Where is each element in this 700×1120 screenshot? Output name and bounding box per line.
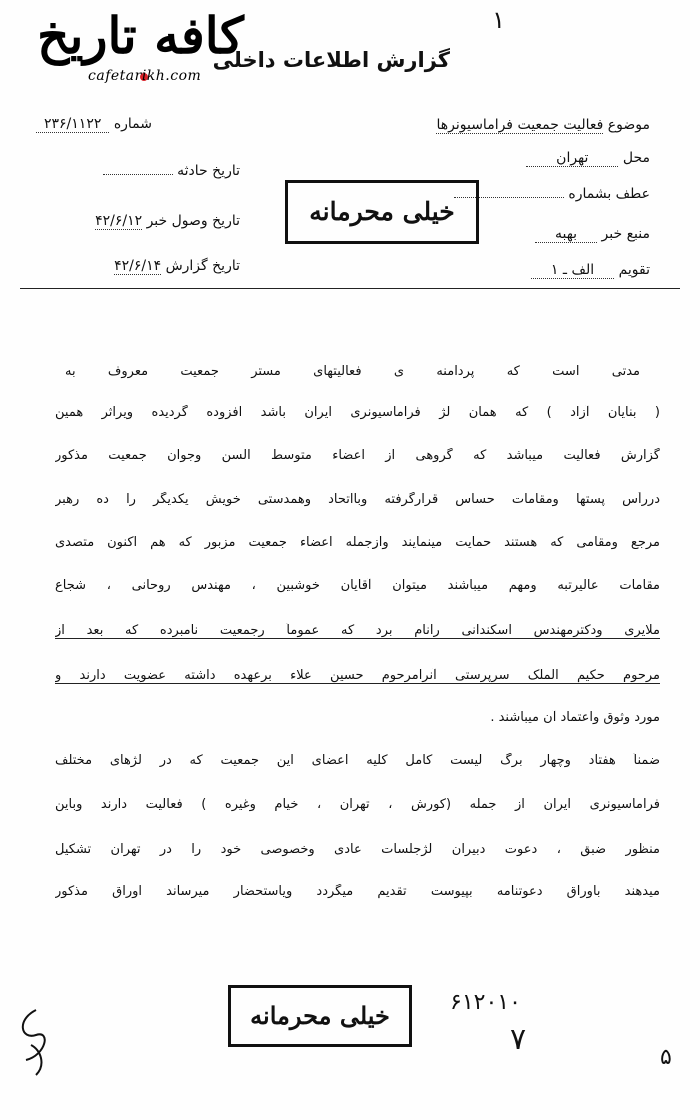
header-divider (20, 288, 680, 289)
field-label: عطف بشماره (568, 186, 650, 202)
body-line-6: مقامات عالیرتبه ومهم میباشند میتوان آقایان خوشبین ، مهندس روحانی ، شجاع (55, 578, 660, 593)
margin-signature-scribble (6, 1000, 56, 1080)
right-field-subject (420, 117, 650, 134)
left-field-receipt-date (50, 213, 240, 230)
body-line-9: مورد وثوق واعتماد آن میباشند . (490, 710, 660, 725)
logo-url: cafetarikh.com (88, 68, 202, 84)
handwritten-number: ۶۱۲۰۱۰ (450, 990, 521, 1015)
field-value: تهران (526, 150, 618, 167)
number-field (36, 116, 152, 133)
right-field-calendar (420, 262, 650, 279)
left-field-report-date (50, 258, 240, 275)
bottom-confidential-stamp: خیلی محرمانه (228, 985, 412, 1047)
logo-text: کافه تاریخ (37, 6, 244, 65)
page-mark: ۱ (492, 6, 505, 34)
body-line-13: میدهند باوراق دعوتنامه بپیوست تقدیم میگردد ویاستحضار میرساند اوراق مذکور (55, 884, 660, 899)
left-field-incident-date (60, 163, 240, 179)
field-value: فعالیت جمعیت فراماسیونرها (436, 117, 604, 133)
field-label: موضوع (607, 117, 650, 133)
field-value: ۴۲/۶/۱۴ (114, 258, 162, 274)
field-value (103, 174, 173, 175)
field-label: منبع خبر (601, 226, 650, 242)
body-line-5: مرجع ومقامی که هستند حمایت مینمایند وازجمله اعضاء جمعیت مزبور که هم اکنون متصدی (55, 535, 660, 550)
field-value: ۴۲/۶/۱۲ (95, 213, 143, 229)
body-line-7: ملایری ودکترمهندس اسکندانی رانام برد که عموماً رجمعیت نامبرده که بعد از (55, 623, 660, 638)
field-label: تاریخ گزارش (165, 258, 240, 274)
right-field-location (420, 150, 650, 167)
body-line-1: مدتی است که پردامنه ی فعالیتهای مستر جمعیت معروف به (65, 364, 640, 379)
body-line-2: ( بنایان آزاد ) که همان لژ فراماسیونری ایران باشد افزوده گردیده ویراثر همین (55, 405, 660, 420)
body-line-4: دررأس پستها ومقامات حساس قرارگرفته وبااتحاد وهمدستی خویش یکدیگر را ده رهبر (55, 492, 660, 507)
number-value: ۲۳۶/۱۱۲۲ (36, 116, 109, 133)
report-title: گزارش اطلاعات داخلی (212, 48, 450, 72)
field-label: محل (622, 150, 650, 166)
body-line-8: مرحوم حکیم الملک سرپرستی آنرامرحوم حسین علاء برعهده داشته عضویت دارند و (55, 668, 660, 683)
body-line-11: فراماسیونری ایران از جمله (کورش ، تهران ، خیام وغیره ) فعالیت دارند وباین (55, 797, 660, 812)
field-value: بهبه (535, 226, 597, 243)
body-line-3: گزارش فعالیت میباشد که گروهی از اعضاء متوسط السن وجوان جمعیت مذکور (55, 448, 660, 463)
number-label: شماره (113, 116, 152, 132)
field-value: الف ـ ۱ (531, 262, 614, 279)
field-label: تقویم (618, 262, 650, 278)
body-line-10: ضمناً هفتاد وچهار برگ لیست کامل کلیه اعضای این جمعیت که در لژهای مختلف (55, 753, 660, 768)
corner-page-number: ۵ (660, 1045, 672, 1070)
field-label: تاریخ حادثه (177, 163, 240, 179)
body-line-12: منظور ضبق ، دعوت دبیران لژجلسات عادی وخصوصی خود را در تهران تشکیل (55, 842, 660, 857)
top-confidential-stamp: خیلی محرمانه (285, 180, 479, 244)
field-label: تاریخ وصول خبر (146, 213, 240, 229)
handwritten-seven: ۷ (510, 1022, 527, 1057)
